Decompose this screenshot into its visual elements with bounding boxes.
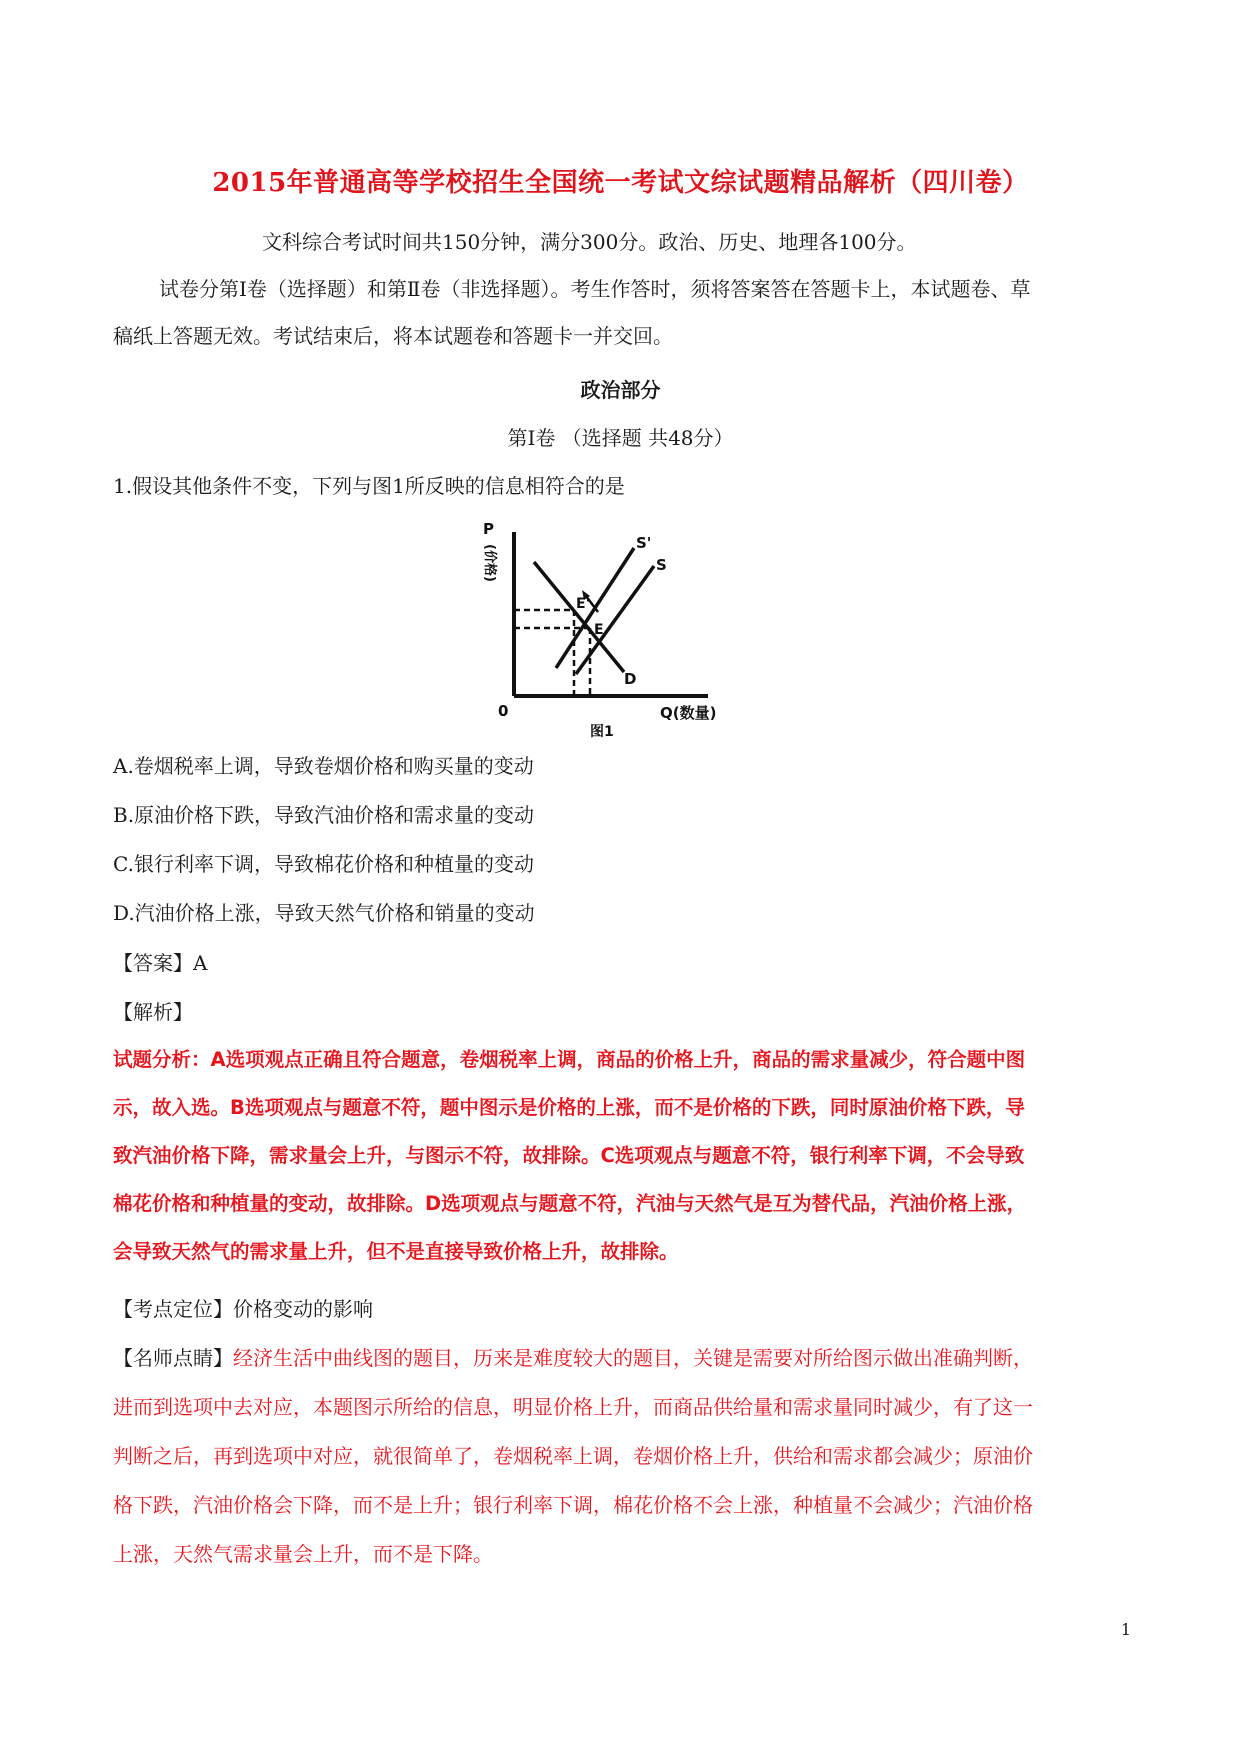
label-s: S (656, 556, 667, 574)
teacher-first-text: 经济生活中曲线图的题目，历来是难度较大的题目，关键是需要对所给图示做出准确判断， (233, 1346, 1033, 1370)
option-d: D.汽油价格上涨，导致天然气价格和销量的变动 (113, 901, 535, 925)
x-axis-label: Q(数量) (660, 704, 717, 722)
origin-label: 0 (498, 702, 509, 720)
teacher-label: 【名师点睛】 (113, 1346, 233, 1370)
label-e-prime: E' (576, 596, 590, 612)
analysis-line-2: 示，故入选。B选项观点与题意不符，题中图示是价格的上涨，而不是价格的下跌，同时原油价格下跌，导 (113, 1096, 1025, 1119)
question-stem: 1.假设其他条件不变，下列与图1所反映的信息相符合的是 (113, 474, 625, 498)
analysis-label: 【解析】 (113, 1000, 193, 1024)
supply-demand-figure (478, 512, 760, 742)
analysis-line-3: 致汽油价格下降，需求量会上升，与图示不符，故排除。C选项观点与题意不符，银行利率下调，不会导致 (113, 1144, 1025, 1167)
section-heading: 政治部分 (580, 378, 661, 402)
intro-line-2: 试卷分第Ⅰ卷（选择题）和第Ⅱ卷（非选择题）。考生作答时，须将答案答在答题卡上，本试题卷、草 (159, 277, 1031, 301)
analysis-line-4: 棉花价格和种植量的变动，故排除。D选项观点与题意不符，汽油与天然气是互为替代品，汽油价格上涨， (113, 1192, 1027, 1215)
option-a: A.卷烟税率上调，导致卷烟价格和购买量的变动 (113, 754, 534, 778)
section-subheading: 第Ⅰ卷 （选择题 共48分） (507, 426, 734, 450)
label-d: D (624, 670, 637, 688)
option-b: B.原油价格下跌，导致汽油价格和需求量的变动 (113, 803, 535, 827)
analysis-line-5: 会导致天然气的需求量上升，但不是直接导致价格上升，故排除。 (113, 1240, 679, 1263)
teacher-line-2: 进而到选项中去对应，本题图示所给的信息，明显价格上升，而商品供给量和需求量同时减少，有了这一 (113, 1395, 1033, 1419)
label-e: E (594, 622, 604, 638)
y-axis-label-p: P (483, 520, 494, 538)
answer-label: 【答案】A (113, 951, 208, 975)
analysis-line-1: 试题分析：A选项观点正确且符合题意，卷烟税率上调，商品的价格上升，商品的需求量减少，符合题中图 (113, 1048, 1026, 1071)
kaodian-line: 【考点定位】价格变动的影响 (113, 1297, 373, 1321)
teacher-line-5: 上涨，天然气需求量会上升，而不是下降。 (113, 1542, 493, 1566)
teacher-line-4: 格下跌，汽油价格会下降，而不是上升；银行利率下调，棉花价格不会上涨，种植量不会减少；汽油价格 (113, 1493, 1033, 1517)
figure-caption: 图1 (590, 724, 614, 740)
intro-line-3: 稿纸上答题无效。考试结束后，将本试题卷和答题卡一并交回。 (113, 324, 673, 348)
label-s-prime: S' (636, 534, 652, 552)
document-title: 2015年普通高等学校招生全国统一考试文综试题精品解析（四川卷） (212, 168, 1029, 198)
demand-curve (534, 562, 624, 672)
y-axis-label: (价格) (482, 544, 497, 582)
teacher-first-line (113, 1345, 1033, 1371)
teacher-line-3: 判断之后，再到选项中对应，就很简单了，卷烟税率上调，卷烟价格上升，供给和需求都会减少；原油价 (113, 1444, 1033, 1468)
option-c: C.银行利率下调，导致棉花价格和种植量的变动 (113, 852, 534, 876)
page-number: 1 (1120, 1620, 1131, 1639)
intro-line-1: 文科综合考试时间共150分钟，满分300分。政治、历史、地理各100分。 (262, 230, 917, 254)
